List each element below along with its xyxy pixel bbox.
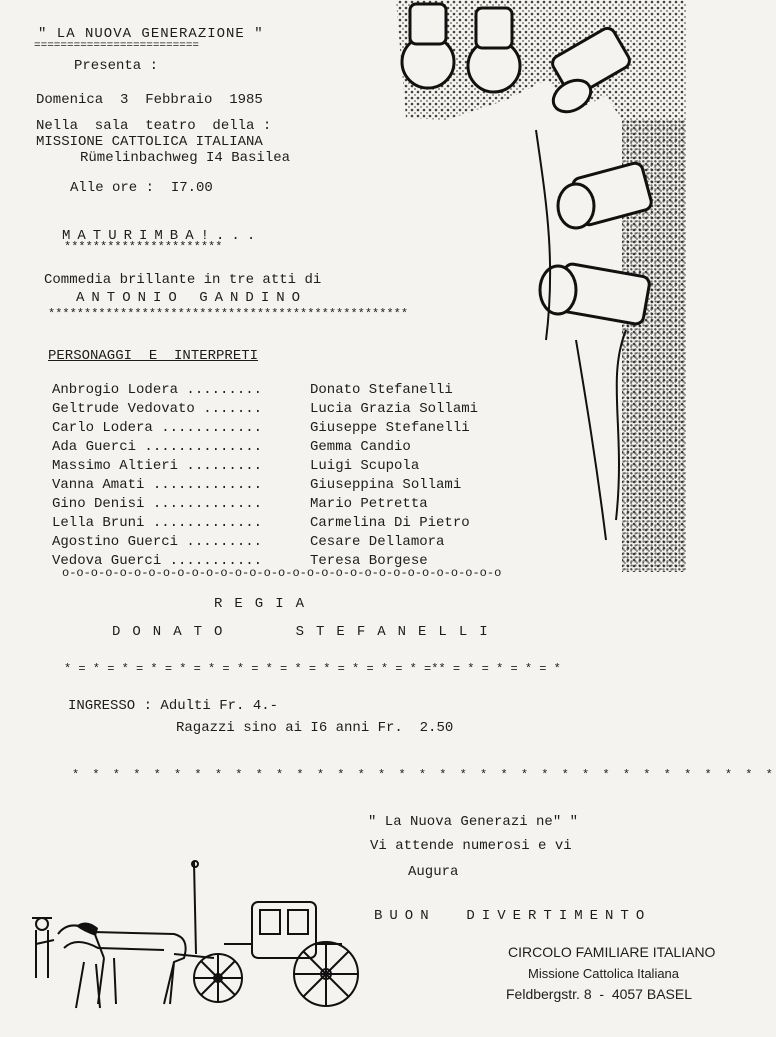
event-time: Alle ore : I7.00 (70, 180, 213, 196)
venue-address: Rümelinbachweg I4 Basilea (80, 150, 291, 166)
character-name: Agostino Guerci ......... (52, 534, 263, 550)
character-name: Anbrogio Lodera ......... (52, 382, 263, 398)
spaced-asterisk-separator: * * * * * * * * * * * * * * * * * * * * * * * * * * * * * * * * * * * (72, 768, 776, 782)
star-equals-separator: * = * = * = * = * = * = * = * = * = * = * = * = * =** = * = * = * = * (64, 662, 561, 676)
actor-name: Carmelina Di Pietro (310, 515, 470, 531)
actor-name: Luigi Scupola (310, 458, 420, 474)
organizer-mission: Missione Cattolica Italiana (528, 966, 680, 981)
venue-intro: Nella sala teatro della : (36, 118, 272, 134)
closing-wish: BUON DIVERTIMENTO (374, 908, 652, 924)
author-underline: ************************************************** (48, 307, 409, 321)
actor-name: Giuseppina Sollami (310, 477, 462, 493)
character-name: Vanna Amati ............. (52, 477, 263, 493)
actor-name: Teresa Borgese (310, 553, 428, 569)
character-name: Vedova Guerci ........... (52, 553, 263, 569)
actor-name: Donato Stefanelli (310, 382, 453, 398)
presents-text: Presenta : (74, 58, 159, 74)
circle-separator: o-o-o-o-o-o-o-o-o-o-o-o-o-o-o-o-o-o-o-o-o-o-o-o-o-o-o-o-o-o-o (62, 566, 502, 580)
play-author: ANTONIO GANDINO (76, 290, 308, 306)
direction-label: REGIA (214, 596, 317, 612)
actor-name: Lucia Grazia Sollami (310, 401, 479, 417)
actor-name: Mario Petretta (310, 496, 428, 512)
character-name: Gino Denisi ............. (52, 496, 263, 512)
stage-spotlights-illustration (386, 0, 694, 572)
venue-name: MISSIONE CATTOLICA ITALIANA (36, 134, 263, 150)
event-date: Domenica 3 Febbraio 1985 (36, 92, 263, 108)
closing-line-3: Augura (408, 864, 459, 880)
organizer-address: Feldbergstr. 8 - 4057 BASEL (506, 986, 692, 1002)
play-title: MATURIMBA!... (62, 228, 263, 244)
actor-name: Cesare Dellamora (310, 534, 445, 550)
character-name: Ada Guerci .............. (52, 439, 263, 455)
closing-line-2: Vi attende numerosi e vi (370, 838, 572, 854)
title-double-underline: ========================= (34, 40, 200, 52)
character-name: Carlo Lodera ............ (52, 420, 263, 436)
organizer-name: CIRCOLO FAMILIARE ITALIANO (508, 944, 716, 960)
horse-carriage-illustration (24, 858, 364, 1018)
character-name: Lella Bruni ............. (52, 515, 263, 531)
play-title-underline: ********************** (64, 240, 223, 254)
character-name: Massimo Altieri ......... (52, 458, 263, 474)
group-title: " LA NUOVA GENERAZIONE " (38, 26, 264, 42)
admission-children: Ragazzi sino ai I6 anni Fr. 2.50 (176, 720, 454, 736)
director-name: DONATO STEFANELLI (112, 624, 500, 640)
actor-name: Gemma Candio (310, 439, 411, 455)
character-name: Geltrude Vedovato ....... (52, 401, 263, 417)
cast-heading: PERSONAGGI E INTERPRETI (48, 348, 259, 364)
admission-adults: INGRESSO : Adulti Fr. 4.- (68, 698, 279, 714)
play-description: Commedia brillante in tre atti di (44, 272, 322, 288)
closing-line-1: " La Nuova Generazi ne" " (368, 814, 579, 830)
actor-name: Giuseppe Stefanelli (310, 420, 470, 436)
